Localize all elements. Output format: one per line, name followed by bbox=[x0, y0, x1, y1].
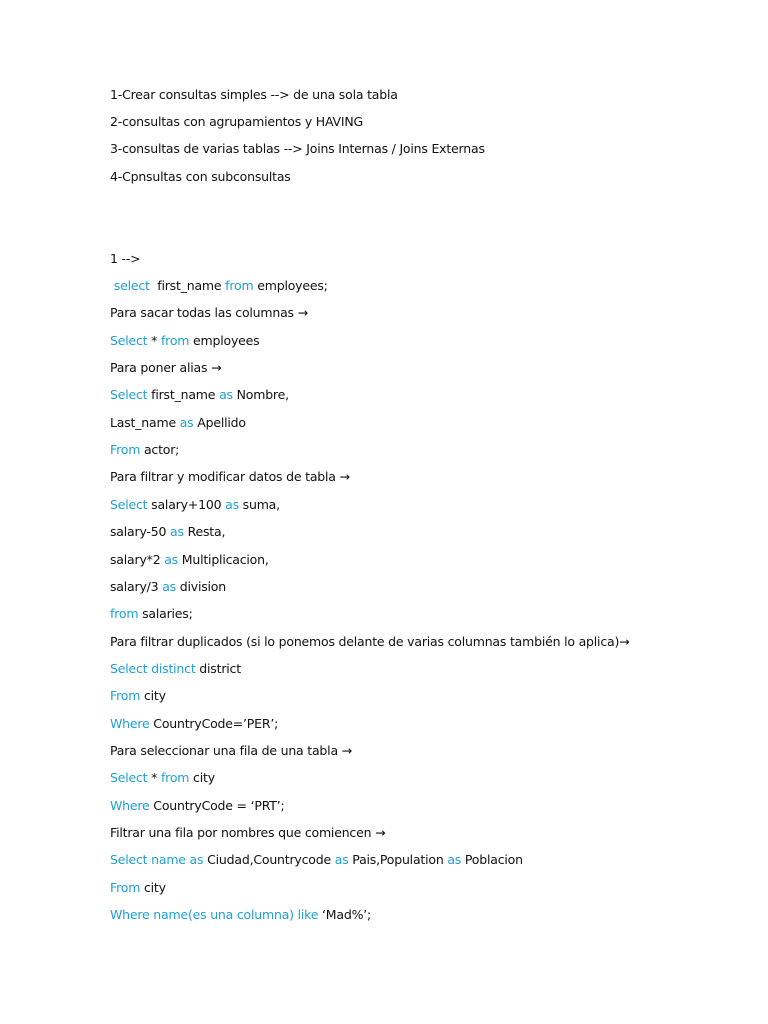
line-text: Para sacar todas las columnas bbox=[110, 305, 298, 320]
content-line bbox=[110, 415, 246, 431]
content-line bbox=[110, 688, 166, 704]
content-line bbox=[110, 333, 259, 349]
line-text: salary/3 bbox=[110, 579, 163, 594]
line-text: Para filtrar y modificar datos de tabla bbox=[110, 469, 340, 484]
sql-keyword: Select bbox=[110, 387, 148, 402]
line-text: district bbox=[195, 661, 241, 676]
line-text: first_name bbox=[147, 387, 220, 402]
content-line bbox=[110, 852, 523, 868]
line-text: Nombre, bbox=[232, 387, 289, 402]
sql-keyword: From bbox=[110, 688, 141, 703]
sql-keyword: as bbox=[334, 852, 349, 867]
sql-keyword: Where bbox=[110, 798, 150, 813]
content-line bbox=[110, 634, 629, 650]
line-text: Poblacion bbox=[461, 852, 523, 867]
sql-keyword: from bbox=[110, 606, 139, 621]
sql-keyword: as bbox=[162, 579, 176, 594]
sql-keyword: as bbox=[225, 497, 239, 512]
arrow-right-icon: → bbox=[211, 360, 222, 375]
arrow-right-icon: → bbox=[341, 743, 352, 758]
line-text: salaries; bbox=[138, 606, 193, 621]
content-line bbox=[110, 661, 241, 677]
content-line bbox=[110, 770, 215, 786]
sql-keyword: Select name as bbox=[110, 852, 204, 867]
content-line bbox=[110, 552, 269, 568]
line-text: city bbox=[189, 770, 215, 785]
sql-keyword: Where name(es una columna) like bbox=[110, 907, 319, 922]
line-text: suma, bbox=[238, 497, 280, 512]
line-text: Para filtrar duplicados (si lo ponemos delante de varias columnas también lo aplica) bbox=[110, 634, 620, 649]
sql-keyword: Select distinct bbox=[110, 661, 196, 676]
sql-keyword: as bbox=[179, 415, 194, 430]
line-text: Last_name bbox=[110, 415, 180, 430]
sql-keyword: as bbox=[170, 524, 184, 539]
content-line bbox=[110, 442, 179, 458]
line-text: Ciudad,Countrycode bbox=[203, 852, 335, 867]
line-text: employees bbox=[189, 333, 260, 348]
content-line bbox=[110, 579, 226, 595]
intro-line-3: 3-consultas de varias tablas --> Joins Internas / Joins Externas bbox=[110, 141, 485, 156]
line-text: Para poner alias bbox=[110, 360, 212, 375]
intro-line-2: 2-consultas con agrupamientos y HAVING bbox=[110, 114, 364, 129]
line-text: first_name bbox=[149, 278, 226, 293]
sql-keyword: from bbox=[160, 333, 190, 348]
content-line bbox=[110, 497, 280, 513]
sql-keyword: Select bbox=[110, 497, 148, 512]
line-text: Apellido bbox=[193, 415, 246, 430]
line-text: salary+100 bbox=[147, 497, 226, 512]
intro-line-4: 4-Cpnsultas con subconsultas bbox=[110, 169, 291, 184]
line-text: Para seleccionar una fila de una tabla bbox=[110, 743, 342, 758]
content-line bbox=[110, 360, 221, 376]
line-text: CountryCode=’PER’; bbox=[149, 716, 279, 731]
line-text: Pais,Population bbox=[348, 852, 448, 867]
content-line bbox=[110, 387, 289, 403]
sql-keyword: as bbox=[164, 552, 178, 567]
sql-keyword: from bbox=[160, 770, 190, 785]
arrow-right-icon: → bbox=[619, 634, 630, 649]
line-text: Filtrar una fila por nombres que comiencen bbox=[110, 825, 376, 840]
line-text: actor; bbox=[140, 442, 180, 457]
line-text: employees; bbox=[253, 278, 328, 293]
sql-keyword: from bbox=[225, 278, 254, 293]
arrow-right-icon: → bbox=[375, 825, 386, 840]
arrow-right-icon: → bbox=[297, 305, 308, 320]
content-line bbox=[110, 469, 350, 485]
content-line bbox=[110, 825, 385, 841]
sql-keyword: From bbox=[110, 442, 141, 457]
content-line bbox=[110, 606, 193, 622]
sql-keyword: Select bbox=[110, 770, 148, 785]
content-line bbox=[110, 524, 225, 540]
content-line bbox=[110, 278, 328, 294]
content-line bbox=[110, 743, 352, 759]
line-text: salary-50 bbox=[110, 524, 171, 539]
sql-keyword: Select bbox=[110, 333, 148, 348]
line-text: * bbox=[147, 333, 161, 348]
content-line bbox=[110, 798, 285, 814]
sql-keyword: From bbox=[110, 880, 141, 895]
line-text: Multiplicacion, bbox=[178, 552, 269, 567]
line-text: city bbox=[140, 688, 166, 703]
intro-line-1: 1-Crear consultas simples --> de una sola tabla bbox=[110, 87, 398, 102]
arrow-right-icon: → bbox=[339, 469, 350, 484]
content-line bbox=[110, 907, 371, 923]
sql-keyword: select bbox=[110, 278, 150, 293]
line-text: city bbox=[140, 880, 166, 895]
content-line bbox=[110, 716, 278, 732]
line-text: Resta, bbox=[183, 524, 226, 539]
content-line bbox=[110, 880, 166, 896]
line-text: CountryCode = ‘PRT’; bbox=[149, 798, 285, 813]
line-text: ‘Mad%’; bbox=[318, 907, 372, 922]
sql-keyword: as bbox=[447, 852, 462, 867]
line-text: * bbox=[147, 770, 161, 785]
line-text: salary*2 bbox=[110, 552, 165, 567]
section-label: 1 --> bbox=[110, 251, 141, 266]
line-text: division bbox=[175, 579, 226, 594]
sql-keyword: as bbox=[219, 387, 233, 402]
content-line bbox=[110, 305, 308, 321]
sql-keyword: Where bbox=[110, 716, 150, 731]
